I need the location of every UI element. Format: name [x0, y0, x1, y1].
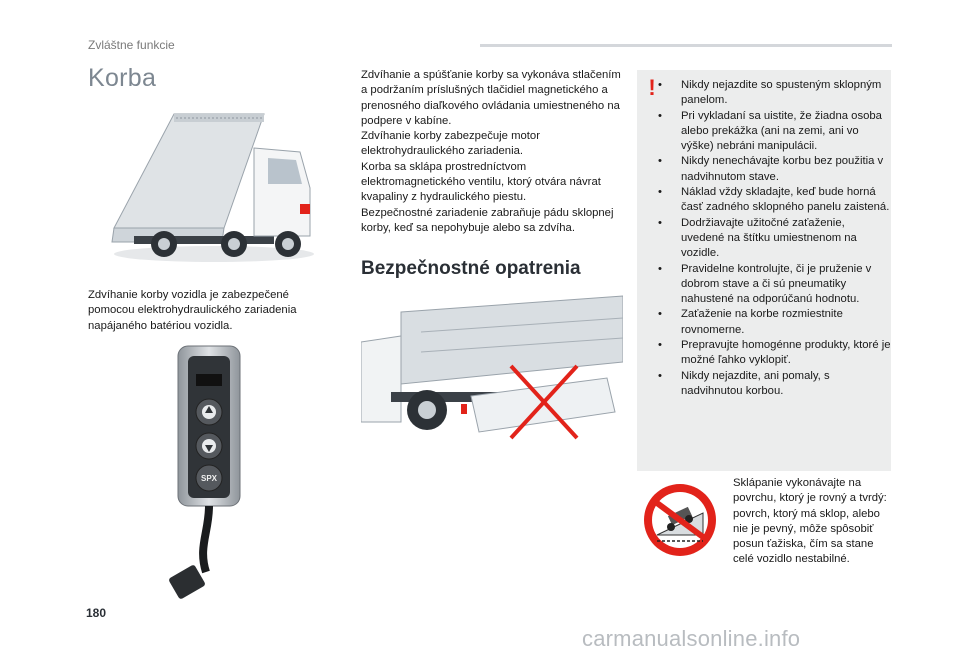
list-item: • Pri vykladaní sa uistite, že žiadna osoba alebo prekážka (ani na zemi, ani vo výške) nebráni manipulácii.: [655, 109, 891, 155]
col1-caption: [88, 288, 326, 334]
list-item: • Nikdy nejazdite so spusteným sklopným panelom.: [655, 78, 891, 109]
warning-list: [655, 78, 891, 399]
header-rule: [480, 44, 892, 47]
list-item: • Prepravujte homogénne produkty, ktoré je možné ľahko vyklopiť.: [655, 338, 891, 369]
intro-paragraph-1: Zdvíhanie a spúšťanie korby sa vykonáva stlačením a podržaním príslušných tlačidiel magnetického a prenosného diaľkového ovládania umiestneného na podpere v kabíne.: [361, 69, 621, 127]
page-number: 180: [86, 606, 107, 620]
intro-paragraph-2: Zdvíhanie korby zabezpečuje motor elektrohydraulického zariadenia.: [361, 130, 540, 158]
list-item: • Nikdy nejazdite, ani pomaly, s nadvihnutou korbou.: [655, 369, 891, 400]
list-item: • Náklad vždy skladajte, keď bude horná časť zadného sklopného panelu zaistená.: [655, 185, 891, 216]
caption-text: Zdvíhanie korby vozidla je zabezpečené pomocou elektrohydraulického zariadenia napájaného batériou vozidla.: [88, 289, 297, 332]
tipper-truck-illustration: [104, 108, 314, 264]
list-item: • Zaťaženie na korbe rozmiestnite rovnomerne.: [655, 307, 891, 338]
safety-heading: Bezpečnostné opatrenia: [361, 258, 581, 279]
warning-exclamation-icon: !: [648, 75, 656, 100]
slope-note: [733, 476, 893, 568]
remote-spx-label: SPX: [200, 474, 218, 483]
col2-intro: [361, 68, 623, 236]
note-text: Sklápanie vykonávajte na povrchu, ktorý je rovný a tvrdý: povrch, ktorý má sklop, alebo nie je pevný, môže spôsobiť posun ťažiska, čím sa stane celé vozidlo nestabilné.: [733, 477, 887, 566]
section-label: Zvláštne funkcie: [88, 38, 175, 52]
intro-paragraph-4: Bezpečnostné zariadenie zabraňuje pádu sklopnej korby, keď sa nepohybuje alebo sa zdvíha.: [361, 206, 614, 234]
forbidden-tailgate-illustration: [361, 292, 623, 456]
slope-warning-icon: [643, 483, 717, 557]
list-item: • Dodržiavajte užitočné zaťaženie, uvedené na štítku umiestnenom na vozidle.: [655, 216, 891, 262]
page-title: Korba: [88, 64, 157, 92]
intro-paragraph-3: Korba sa sklápa prostredníctvom elektromagnetického ventilu, ktorý otvára návrat kvapaliny z hydraulického piestu.: [361, 160, 601, 204]
list-item: • Pravidelne kontrolujte, či je pruženie v dobrom stave a či sú pneumatiky nahustené na odporúčanú hodnotu.: [655, 262, 891, 308]
list-item: • Nikdy nenechávajte korbu bez použitia v nadvihnutom stave.: [655, 154, 891, 185]
remote-control-illustration: [168, 342, 248, 614]
watermark: carmanualsonline.info: [582, 626, 801, 651]
